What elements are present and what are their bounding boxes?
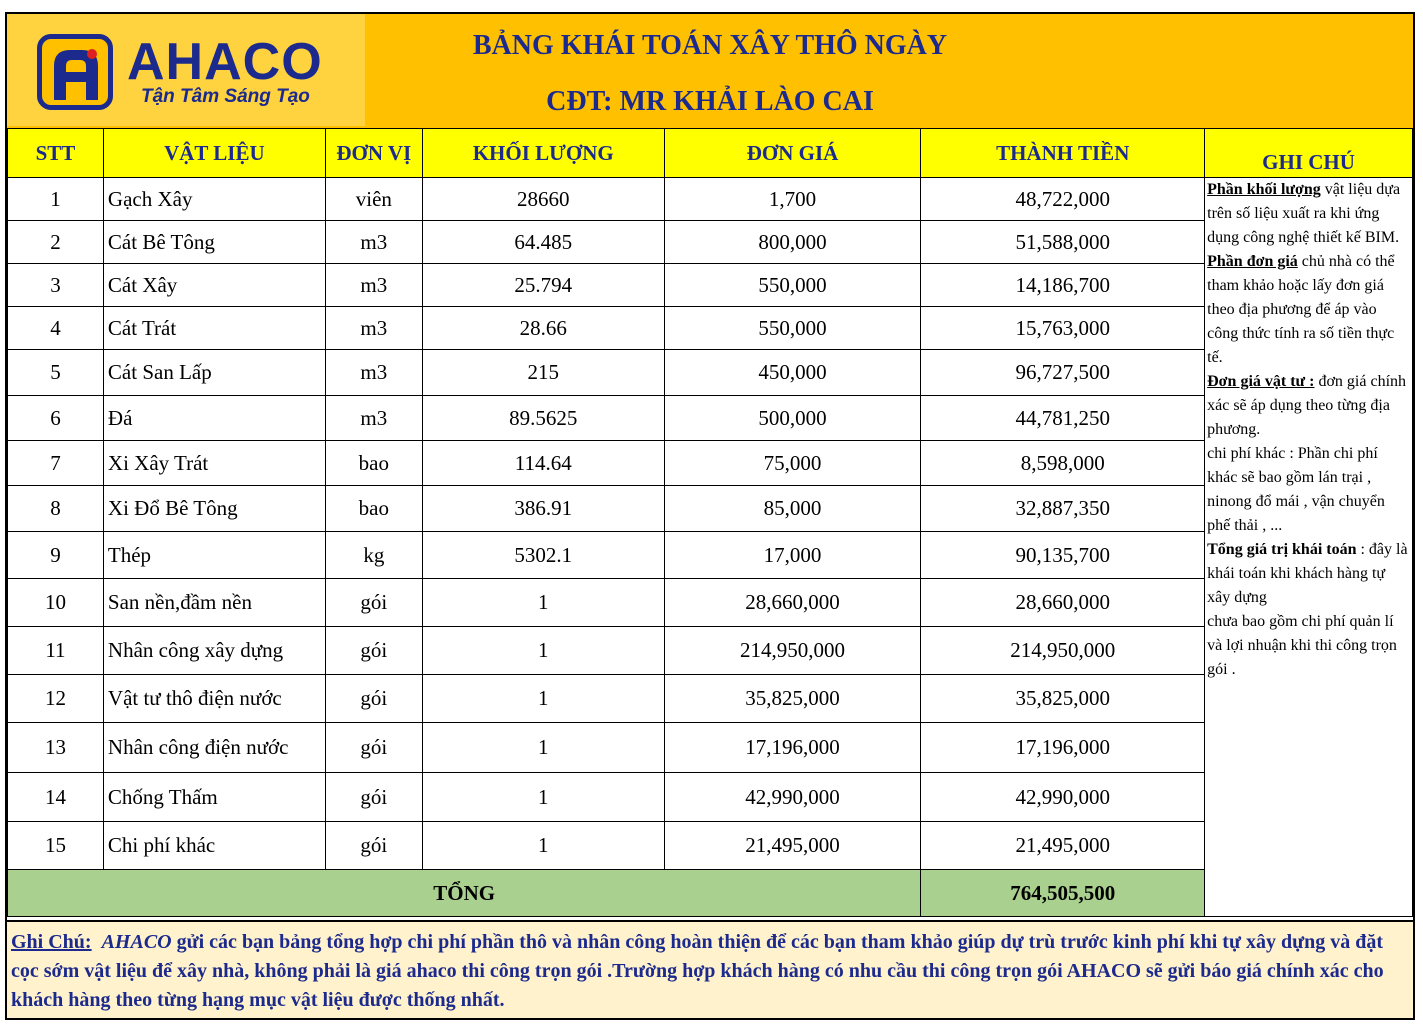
cell-amount: 42,990,000 [921, 773, 1205, 822]
cell-material: Chống Thấm [103, 773, 325, 822]
col-quantity: KHỐI LƯỢNG [422, 129, 664, 178]
estimate-table [7, 128, 1413, 917]
footer-label: Ghi Chú: [11, 931, 92, 953]
table-row [8, 221, 1413, 264]
cell-material: San nền,đầm nền [103, 579, 325, 627]
cell-stt: 5 [8, 350, 104, 396]
cell-stt: 2 [8, 221, 104, 264]
cell-amount: 32,887,350 [921, 486, 1205, 532]
table-row [8, 579, 1413, 627]
col-material: VẬT LIỆU [103, 129, 325, 178]
cell-quantity: 64.485 [422, 221, 664, 264]
col-amount: THÀNH TIỀN [921, 129, 1205, 178]
cell-price: 550,000 [664, 264, 921, 307]
cell-unit: gói [325, 773, 422, 822]
cell-amount: 90,135,700 [921, 532, 1205, 579]
cell-amount: 17,196,000 [921, 723, 1205, 773]
cell-stt: 12 [8, 675, 104, 723]
table-row [8, 264, 1413, 307]
cell-stt: 3 [8, 264, 104, 307]
cell-price: 17,196,000 [664, 723, 921, 773]
cell-unit: gói [325, 627, 422, 675]
page-subtitle: CĐT: MR KHẢI LÀO CAI [546, 86, 874, 117]
note-4-text: chi phí khác : Phần chi phí khác sẽ bao gồm lán trại , ninong đổ mái , vận chuyển phế thải , ... [1207, 445, 1385, 534]
cell-unit: m3 [325, 350, 422, 396]
cell-material: Cát Trát [103, 307, 325, 350]
cell-amount: 28,660,000 [921, 579, 1205, 627]
cell-material: Chi phí khác [103, 822, 325, 870]
header-band [7, 14, 1413, 130]
cell-material: Cát Xây [103, 264, 325, 307]
cell-material: Gạch Xây [103, 178, 325, 221]
total-amount: 764,505,500 [921, 870, 1205, 917]
cell-quantity: 5302.1 [422, 532, 664, 579]
table-row [8, 486, 1413, 532]
cell-unit: kg [325, 532, 422, 579]
cell-price: 85,000 [664, 486, 921, 532]
cell-amount: 48,722,000 [921, 178, 1205, 221]
cell-quantity: 215 [422, 350, 664, 396]
logo-tagline: Tận Tâm Sáng Tạo [141, 86, 310, 107]
table-row [8, 441, 1413, 486]
cell-quantity: 25.794 [422, 264, 664, 307]
cell-quantity: 386.91 [422, 486, 664, 532]
cell-stt: 4 [8, 307, 104, 350]
note-5-text: : đây là khái toán khi khách hàng tự xây dựng [1207, 541, 1408, 606]
footer-text: gửi các bạn bảng tổng hợp chi phí phần thô và nhân công hoàn thiện để các bạn tham khảo giúp dự trù trước kinh phí khi tự xây dựng và đặt cọc sớm vật liệu để xây nhà, không phải là giá ahaco thi công trọn gói .Trường hợp khách hàng có nhu cầu thi công trọn gói AHACO sẽ gửi báo giá chính xác cho khách hàng theo từng hạng mục vật liệu được thống nhất. [11, 931, 1384, 1011]
table-row [8, 675, 1413, 723]
cell-quantity: 1 [422, 579, 664, 627]
table-row [8, 396, 1413, 441]
cell-stt: 11 [8, 627, 104, 675]
cell-unit: gói [325, 822, 422, 870]
cell-price: 21,495,000 [664, 822, 921, 870]
cell-quantity: 1 [422, 723, 664, 773]
cell-quantity: 28.66 [422, 307, 664, 350]
col-unit: ĐƠN VỊ [325, 129, 422, 178]
cell-amount: 35,825,000 [921, 675, 1205, 723]
cell-unit: m3 [325, 396, 422, 441]
cell-material: Nhân công xây dựng [103, 627, 325, 675]
note-1-label: Phần khối lượng [1207, 181, 1321, 198]
note-2-label: Phần đơn giá [1207, 253, 1298, 270]
cell-unit: bao [325, 486, 422, 532]
cell-unit: bao [325, 441, 422, 486]
cell-stt: 10 [8, 579, 104, 627]
cell-stt: 15 [8, 822, 104, 870]
cell-amount: 15,763,000 [921, 307, 1205, 350]
cell-stt: 14 [8, 773, 104, 822]
cell-amount: 214,950,000 [921, 627, 1205, 675]
estimate-sheet [5, 12, 1415, 1020]
note-3-text: đơn giá chính xác sẽ áp dụng theo từng địa phương. [1207, 373, 1407, 438]
cell-price: 17,000 [664, 532, 921, 579]
cell-unit: viên [325, 178, 422, 221]
cell-quantity: 1 [422, 822, 664, 870]
table-row [8, 773, 1413, 822]
cell-quantity: 28660 [422, 178, 664, 221]
cell-material: Nhân công điện nước [103, 723, 325, 773]
cell-amount: 51,588,000 [921, 221, 1205, 264]
page-title: BẢNG KHÁI TOÁN XÂY THÔ NGÀY [472, 30, 948, 61]
table-row [8, 350, 1413, 396]
cell-amount: 14,186,700 [921, 264, 1205, 307]
col-note: GHI CHÚ [1205, 129, 1413, 178]
total-row [8, 870, 1413, 917]
cell-material: Cát San Lấp [103, 350, 325, 396]
cell-stt: 7 [8, 441, 104, 486]
cell-material: Thép [103, 532, 325, 579]
cell-amount: 44,781,250 [921, 396, 1205, 441]
table-row [8, 723, 1413, 773]
cell-unit: m3 [325, 221, 422, 264]
cell-stt: 9 [8, 532, 104, 579]
cell-unit: m3 [325, 307, 422, 350]
cell-price: 800,000 [664, 221, 921, 264]
cell-unit: gói [325, 675, 422, 723]
cell-price: 550,000 [664, 307, 921, 350]
col-price: ĐƠN GIÁ [664, 129, 921, 178]
cell-material: Vật tư thô điện nước [103, 675, 325, 723]
cell-price: 214,950,000 [664, 627, 921, 675]
cell-quantity: 1 [422, 773, 664, 822]
footer-brand: AHACO [101, 931, 172, 953]
cell-stt: 1 [8, 178, 104, 221]
total-label: TỔNG [8, 870, 921, 917]
note-3-label: Đơn giá vật tư : [1207, 373, 1315, 390]
cell-amount: 21,495,000 [921, 822, 1205, 870]
cell-price: 75,000 [664, 441, 921, 486]
cell-price: 35,825,000 [664, 675, 921, 723]
note-6-text: chưa bao gồm chi phí quản lí và lợi nhuận khi thi công trọn gói . [1207, 613, 1397, 678]
cell-quantity: 1 [422, 675, 664, 723]
cell-amount: 96,727,500 [921, 350, 1205, 396]
table-header-row [8, 129, 1413, 178]
cell-amount: 8,598,000 [921, 441, 1205, 486]
cell-quantity: 1 [422, 627, 664, 675]
cell-material: Xi Đổ Bê Tông [103, 486, 325, 532]
cell-quantity: 114.64 [422, 441, 664, 486]
cell-price: 28,660,000 [664, 579, 921, 627]
cell-quantity: 89.5625 [422, 396, 664, 441]
cell-material: Đá [103, 396, 325, 441]
note-5-label: Tổng giá trị khái toán [1207, 541, 1357, 558]
cell-stt: 8 [8, 486, 104, 532]
table-row [8, 307, 1413, 350]
cell-stt: 6 [8, 396, 104, 441]
logo [7, 14, 365, 126]
col-stt: STT [8, 129, 104, 178]
table-row [8, 627, 1413, 675]
cell-unit: gói [325, 723, 422, 773]
table-row [8, 532, 1413, 579]
note-1-text: vật liệu dựa trên số liệu xuất ra khi ứng dụng công nghệ thiết kế BIM. [1207, 181, 1401, 246]
table-row [8, 178, 1413, 221]
footer-note [7, 920, 1413, 1018]
logo-a-icon [37, 34, 113, 110]
cell-unit: m3 [325, 264, 422, 307]
notes-panel [1205, 178, 1413, 917]
note-2-text: chủ nhà có thể tham khảo hoặc lấy đơn giá theo địa phương để áp vào công thức tính ra số tiền thực tế. [1207, 253, 1395, 366]
cell-unit: gói [325, 579, 422, 627]
cell-price: 1,700 [664, 178, 921, 221]
table-row [8, 822, 1413, 870]
logo-name: AHACO [127, 33, 323, 91]
cell-material: Cát Bê Tông [103, 221, 325, 264]
cell-stt: 13 [8, 723, 104, 773]
cell-price: 500,000 [664, 396, 921, 441]
cell-price: 42,990,000 [664, 773, 921, 822]
cell-price: 450,000 [664, 350, 921, 396]
cell-material: Xi Xây Trát [103, 441, 325, 486]
